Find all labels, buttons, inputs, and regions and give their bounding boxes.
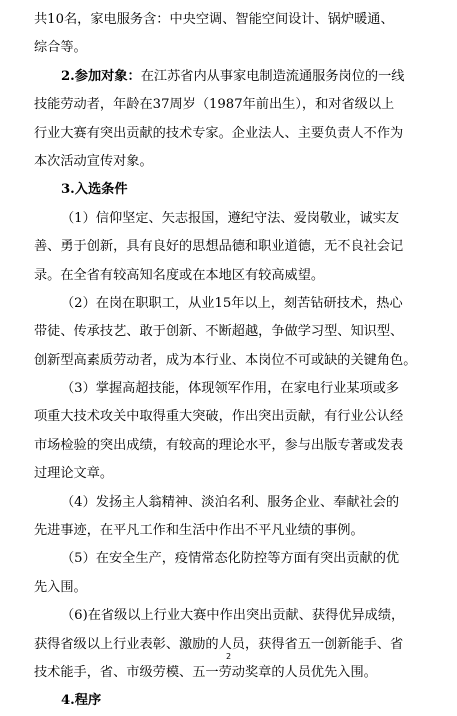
text-line-22: （6)在省级以上行业大赛中作出突出贡献、获得优异成绩， (61, 608, 405, 624)
text-line-14: （3）掌握高超技能，体现领军作用，在家电行业某项或多 (61, 381, 400, 397)
text-line-15: 项重大技术攻关中取得重大突破，作出突出贡献，有行业公认经 (34, 409, 404, 425)
text-line-6: 本次活动宣传对象。 (34, 153, 153, 169)
text-line-24: 技术能手，省、市级劳模、五一劳动奖章的人员优先入围。 (34, 664, 377, 680)
section-heading-criteria: 3.入选条件 (61, 182, 128, 198)
section-heading-procedure: 4.程序 (61, 693, 102, 709)
page-number: 2 (225, 652, 232, 661)
text-line-3 (34, 63, 426, 91)
text-line-23: 获得省级以上行业表彰、激励的人员，获得省五一创新能手、省 (34, 636, 404, 652)
text-line-3-content: 在江苏省内从事家电制造流通服务岗位的一线 (140, 68, 405, 84)
text-line-17: 过理论文章。 (34, 466, 114, 482)
text-line-10: 录。在全省有较高知名度或在本地区有较高威望。 (34, 267, 325, 283)
text-line-19: 先进事迹，在平凡工作和生活中作出不平凡业绩的事例。 (34, 523, 364, 539)
text-line-20: （5）在安全生产，疫情常态化防控等方面有突出贡献的优 (61, 551, 400, 567)
text-line-2: 综合等。 (34, 40, 87, 56)
text-line-18: （4）发扬主人翁精神、淡泊名利、服务企业、奉献社会的 (61, 494, 400, 510)
text-line-5: 行业大赛有突出贡献的技术专家。企业法人、主要负责人不作为 (34, 125, 404, 141)
text-line-9: 善、勇于创新，具有良好的思想品德和职业道德，无不良社会记 (34, 239, 404, 255)
document-body (34, 6, 426, 716)
section-heading-participants: 2.参加对象： (61, 68, 141, 84)
text-line-16: 市场检验的突出成绩，有较高的理论水平，参与出版专著或发表 (34, 437, 404, 453)
text-line-8: （1）信仰坚定、矢志报国，遵纪守法、爱岗敬业，诚实友 (61, 210, 400, 226)
text-line-11: （2）在岗在职职工，从业15年以上，刻苦钻研技术，热心 (61, 295, 403, 311)
text-line-12: 带徒、传承技艺、敢于创新、不断超越，争做学习型、知识型、 (34, 324, 404, 340)
text-line-13: 创新型高素质劳动者，成为本行业、本岗位不可或缺的关键角色。 (34, 352, 417, 368)
text-line-4: 技能劳动者，年龄在37周岁（1987年前出生），和对省级以上 (34, 97, 395, 113)
text-line-21: 先入围。 (34, 579, 87, 595)
text-line-1: 共10名，家电服务含：中央空调、智能空间设计、锅炉暖通、 (34, 12, 394, 27)
